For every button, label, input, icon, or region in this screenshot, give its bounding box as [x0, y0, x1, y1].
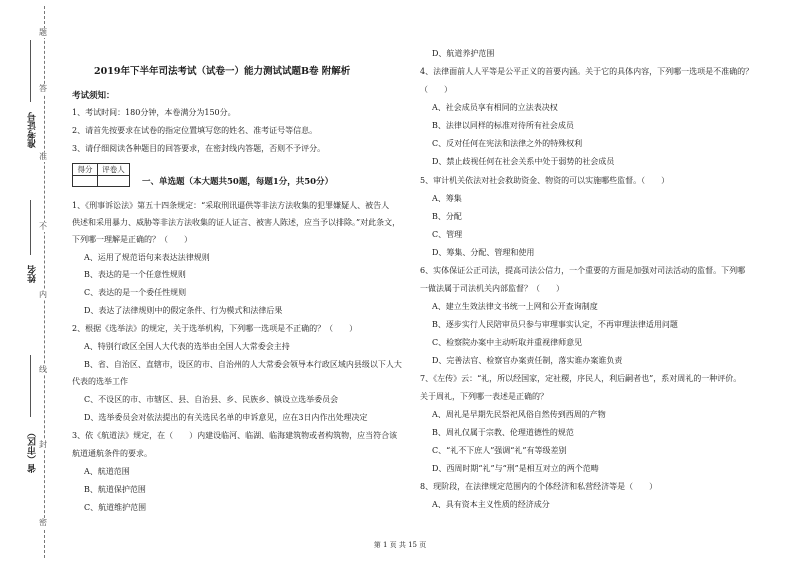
page-title: 2019年下半年司法考试（试卷一）能力测试试题B卷 附解析	[94, 66, 351, 77]
question-line: 5、审计机关依法对社会救助资金、物资的可以实施哪些监督。（ ）	[420, 176, 670, 185]
seal-char: 准	[39, 152, 47, 161]
option-line: B、航道保护范围	[84, 485, 146, 494]
option-line: A、周礼是早期先民祭祀风俗自然传到西周的产物	[432, 410, 606, 419]
question-line: 2、根据《选举法》的规定，关于选举机构，下列哪一选项是不正确的？（ ）	[72, 324, 358, 333]
option-line: A、筹集	[432, 194, 462, 203]
binding-margin	[0, 0, 62, 565]
question-line: 3、依《航道法》规定，在（ ）内建设临河、临湖、临海建筑物或者构筑物，应当符合该	[72, 431, 398, 440]
question-line: （ ）	[420, 85, 452, 94]
exam-id-label: 准考证号	[28, 112, 38, 148]
option-line: C、表达的是一个委任性规则	[84, 288, 187, 297]
option-line: B、分配	[432, 212, 462, 221]
option-line: B、周礼仅属于宗教、伦理道德性的规范	[432, 428, 574, 437]
name-line	[30, 200, 31, 255]
notice-item: 2、请首先按要求在试卷的指定位置填写您的姓名、准考证号等信息。	[72, 126, 318, 135]
seal-char: 题	[39, 28, 47, 37]
grader-label: 评卷人	[102, 165, 125, 174]
seal-char: 封	[39, 440, 47, 449]
option-line: B、法律以同样的标准对待所有社会成员	[432, 121, 574, 130]
option-line: D、选举委员会对依法提出的有关选民名单的申诉意见，应在3日内作出处理决定	[84, 413, 368, 422]
question-line: 8、现阶段，在法律规定范围内的个体经济和私营经济等是（ ）	[420, 482, 658, 491]
option-line: D、完善法官、检察官办案责任制，落实谁办案谁负责	[432, 356, 623, 365]
seal-char: 答	[39, 84, 47, 93]
option-line: A、运用了规范语句来表达法律规则	[84, 253, 210, 262]
option-line: B、逐步实行人民陪审员只参与审理事实认定，不再审理法律适用问题	[432, 320, 678, 329]
option-line: C、反对任何在宪法和法律之外的特殊权利	[432, 139, 583, 148]
option-line: C、检察院办案中主动听取并重视律师意见	[432, 338, 583, 347]
option-line: C、“礼不下庶人”强调“礼”有等级差别	[432, 446, 567, 455]
score-label: 得分	[73, 164, 98, 175]
page-footer: 第 1 页 共 15 页	[373, 541, 427, 549]
province-line	[30, 355, 31, 417]
question-line: 7、《左传》云：“礼，所以经国家，定社稷，序民人，利后嗣者也”，系对周礼的一种评价。	[420, 374, 742, 383]
question-line: 一做法属于司法机关内部监督？（ ）	[420, 284, 564, 293]
option-line: A、特别行政区全国人大代表的选举由全国人大常委会主持	[84, 342, 290, 351]
section-heading: 一、单选题（本大题共50题，每题1分，共50分）	[142, 177, 334, 187]
option-line: D、表达了法律规则中的假定条件、行为模式和法律后果	[84, 306, 283, 315]
score-box	[72, 163, 130, 187]
option-line: A、航道范围	[84, 467, 130, 476]
question-line: 关于周礼，下列哪一表述是正确的？	[420, 392, 548, 401]
name-label: 姓名	[28, 265, 38, 283]
seal-char: 线	[39, 365, 47, 374]
option-line: C、不设区的市、市辖区、县、自治县、乡、民族乡、镇设立选举委员会	[84, 395, 339, 404]
option-line: C、航道维护范围	[84, 503, 147, 512]
option-line: B、省、自治区、直辖市，设区的市、自治州的人大常委会领导本行政区域内县级以下人大	[84, 360, 402, 369]
option-line: A、建立生效法律文书统一上网和公开查询制度	[432, 302, 598, 311]
seal-char: 不	[39, 222, 47, 231]
option-line: A、具有资本主义性质的经济成分	[432, 500, 550, 509]
option-line: B、表达的是一个任意性规则	[84, 270, 186, 279]
question-line: 下列哪一理解是正确的？（ ）	[72, 235, 192, 244]
option-line: D、筹集、分配、管理和使用	[432, 248, 535, 257]
province-label: 省（市区）	[28, 428, 38, 473]
option-line: D、禁止歧视任何在社会关系中处于弱势的社会成员	[432, 157, 615, 166]
seal-char: 内	[39, 290, 47, 299]
question-line: 供述和采用暴力、威胁等非法方法收集的证人证言、被害人陈述，应当予以排除。”对此条文，	[72, 218, 401, 227]
notice-item: 1、考试时间：180分钟，本卷满分为150分。	[72, 108, 236, 117]
option-line: C、管理	[432, 230, 463, 239]
question-line: 6、实体保证公正司法，提高司法公信力，一个重要的方面是加强对司法活动的监督。下列哪	[420, 266, 746, 275]
option-line: D、航道养护范围	[432, 49, 495, 58]
notice-item: 3、请仔细阅读各种题目的回答要求，在密封线内答题，否则不予评分。	[72, 144, 326, 153]
seal-char: 密	[39, 518, 47, 527]
question-line: 4、法律面前人人平等是公平正义的首要内涵。关于它的具体内容，下列哪一选项是不准确的？	[420, 67, 754, 76]
question-line: 航道通航条件的要求。	[72, 449, 152, 458]
option-line: A、社会成员享有相同的立法表决权	[432, 103, 558, 112]
option-line: 代表的选举工作	[72, 377, 128, 386]
question-line: 1、《刑事诉讼法》第五十四条规定：“采取刑讯逼供等非法方法收集的犯罪嫌疑人、被告人	[72, 201, 390, 210]
option-line: D、西周时期“礼”与“刑”是相互对立的两个范畴	[432, 464, 599, 473]
exam-id-line	[30, 40, 31, 102]
notice-heading: 考试须知：	[72, 91, 115, 101]
